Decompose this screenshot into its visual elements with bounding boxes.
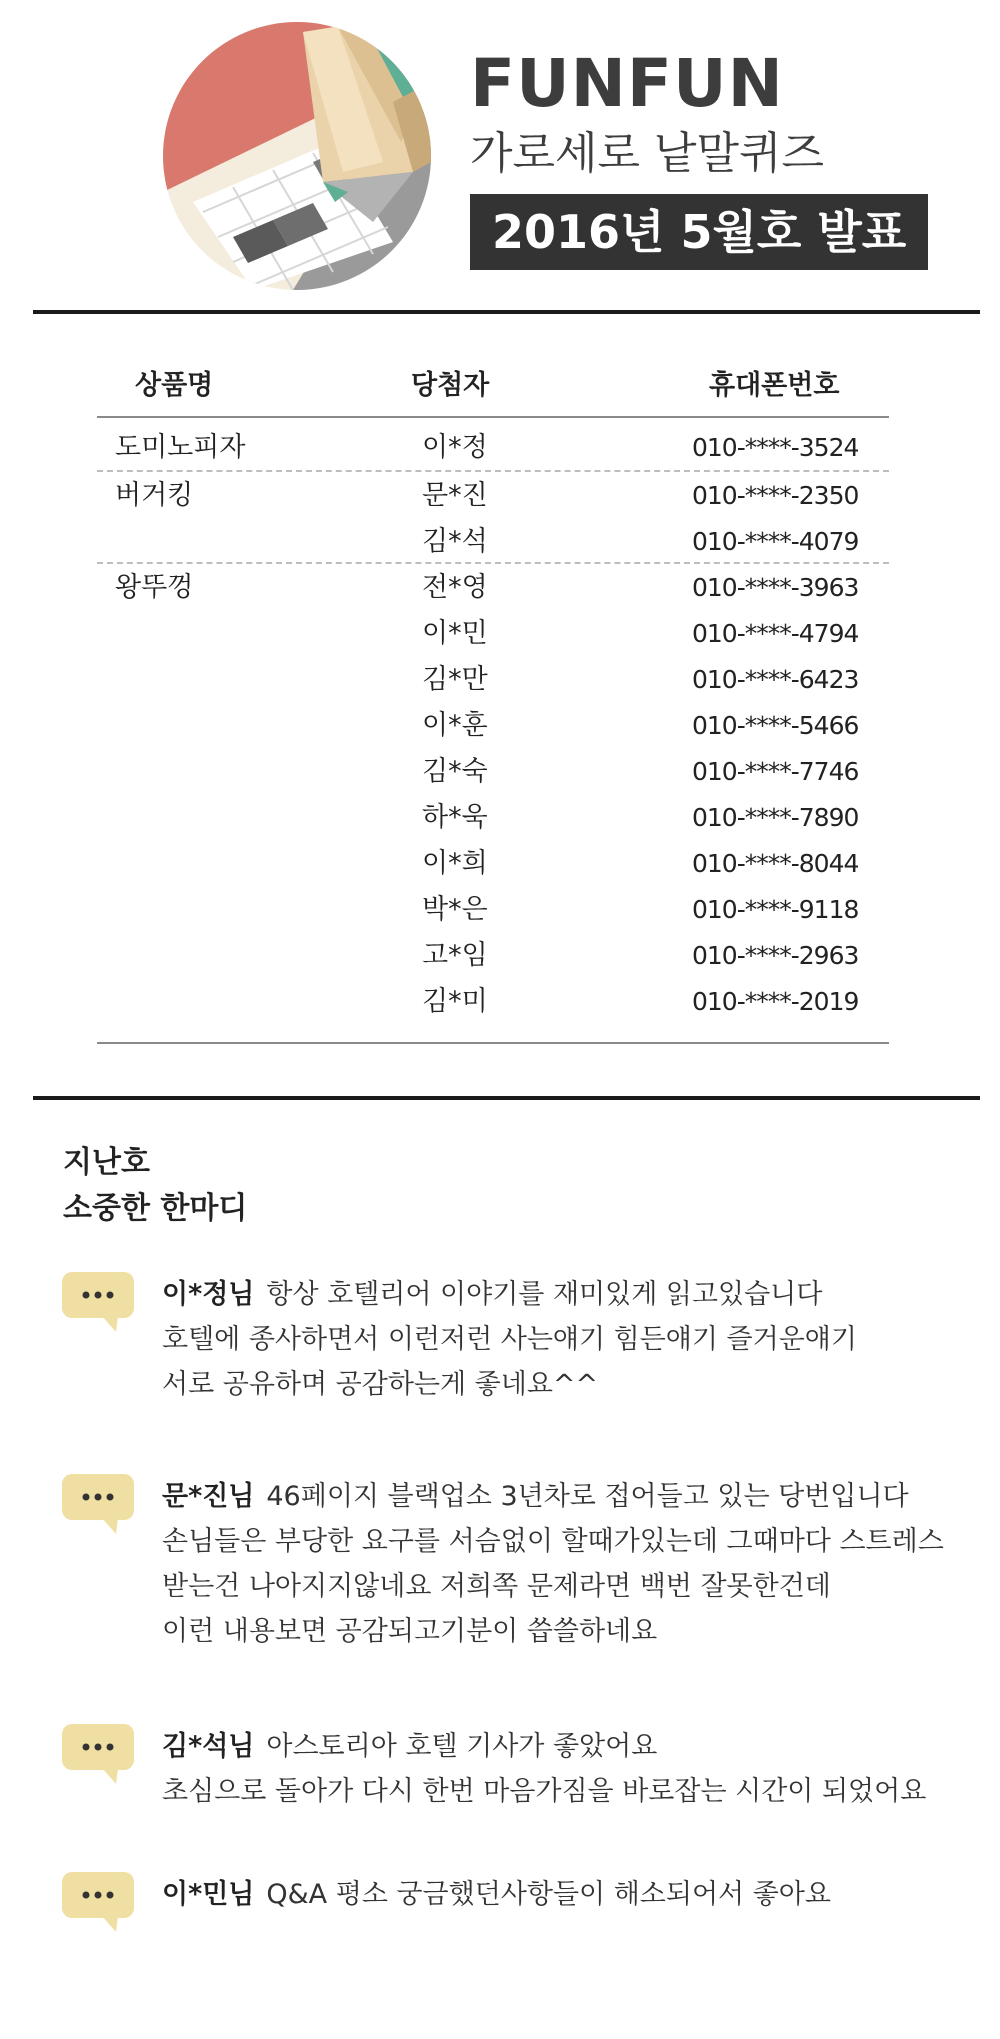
section-divider (33, 1096, 980, 1100)
winner-name: 이*희 (422, 848, 488, 879)
comment-line: Q&A 평소 궁금했던사항들이 해소되어서 좋아요 (266, 1879, 831, 1910)
speech-bubble-icon (62, 1474, 134, 1546)
quiz-subtitle: 가로세로 낱말퀴즈 (470, 128, 825, 179)
comment-body (162, 1474, 944, 1654)
top-divider (33, 310, 980, 314)
brand-title: FUNFUN (470, 45, 784, 122)
section-title-line2: 소중한 한마디 (63, 1191, 248, 1226)
winner-phone: 010-****-4079 (692, 527, 859, 556)
winner-phone: 010-****-2350 (692, 481, 859, 510)
speech-bubble-icon (62, 1272, 134, 1344)
winner-phone: 010-****-7890 (692, 803, 859, 832)
table-bottom-rule (97, 1042, 889, 1044)
winner-phone: 010-****-9118 (692, 895, 859, 924)
header-rule (97, 416, 889, 418)
winner-name: 문*진 (422, 480, 488, 511)
winner-phone: 010-****-5466 (692, 711, 859, 740)
winner-name: 박*은 (422, 894, 488, 925)
comment-line: 46페이지 블랙업소 3년차로 접어들고 있는 당번입니다 (266, 1481, 909, 1512)
comment-line: 서로 공유하며 공감하는게 좋네요^^ (162, 1369, 599, 1400)
winner-name: 김*만 (422, 664, 488, 695)
winner-name: 이*훈 (422, 710, 488, 741)
group-separator (97, 562, 889, 564)
winner-phone: 010-****-3524 (692, 433, 859, 462)
product-name: 도미노피자 (115, 432, 246, 463)
product-name: 버거킹 (115, 480, 194, 511)
comment-line: 받는건 나아지지않네요 저희쪽 문제라면 백번 잘못한건데 (162, 1571, 831, 1602)
comment-line: 항상 호텔리어 이야기를 재미있게 읽고있습니다 (266, 1279, 823, 1310)
winner-phone: 010-****-3963 (692, 573, 859, 602)
winner-phone: 010-****-2019 (692, 987, 859, 1016)
crossword-pencil-logo (163, 22, 431, 290)
product-name: 왕뚜껑 (115, 572, 194, 603)
comment-body (162, 1724, 926, 1814)
section-title-line1: 지난호 (63, 1145, 150, 1180)
winner-name: 하*욱 (422, 802, 488, 833)
comment-line: 아스토리아 호텔 기사가 좋았어요 (266, 1731, 658, 1762)
winner-name: 고*임 (422, 940, 488, 971)
comments-section-title (63, 1140, 247, 1232)
group-separator (97, 470, 889, 472)
comment-body (162, 1272, 857, 1407)
comment-author: 이*민님 (162, 1879, 255, 1910)
comment-author: 이*정님 (162, 1279, 255, 1310)
column-header-winner: 당첨자 (411, 370, 490, 401)
winner-name: 전*영 (422, 572, 488, 603)
comment-line: 손님들은 부당한 요구를 서슴없이 할때가있는데 그때마다 스트레스 (162, 1526, 944, 1557)
winner-phone: 010-****-2963 (692, 941, 859, 970)
speech-bubble-icon (62, 1872, 134, 1944)
winner-phone: 010-****-4794 (692, 619, 859, 648)
winner-name: 이*민 (422, 618, 488, 649)
issue-banner: 2016년 5월호 발표 (470, 194, 928, 270)
comment-line: 초심으로 돌아가 다시 한번 마음가짐을 바로잡는 시간이 되었어요 (162, 1776, 927, 1807)
column-header-phone: 휴대폰번호 (709, 370, 840, 401)
speech-bubble-icon (62, 1724, 134, 1796)
comment-author: 김*석님 (162, 1731, 255, 1762)
comment-body (162, 1872, 831, 1917)
winner-name: 김*숙 (422, 756, 488, 787)
winner-name: 김*미 (422, 986, 488, 1017)
comment-author: 문*진님 (162, 1481, 255, 1512)
comment-line: 이런 내용보면 공감되고기분이 씁쓸하네요 (162, 1616, 658, 1647)
winner-name: 이*정 (422, 432, 488, 463)
winner-name: 김*석 (422, 526, 488, 557)
column-header-product: 상품명 (135, 370, 214, 401)
comment-line: 호텔에 종사하면서 이런저런 사는얘기 힘든얘기 즐거운얘기 (162, 1324, 857, 1355)
winner-phone: 010-****-7746 (692, 757, 859, 786)
winner-phone: 010-****-6423 (692, 665, 859, 694)
winner-phone: 010-****-8044 (692, 849, 859, 878)
